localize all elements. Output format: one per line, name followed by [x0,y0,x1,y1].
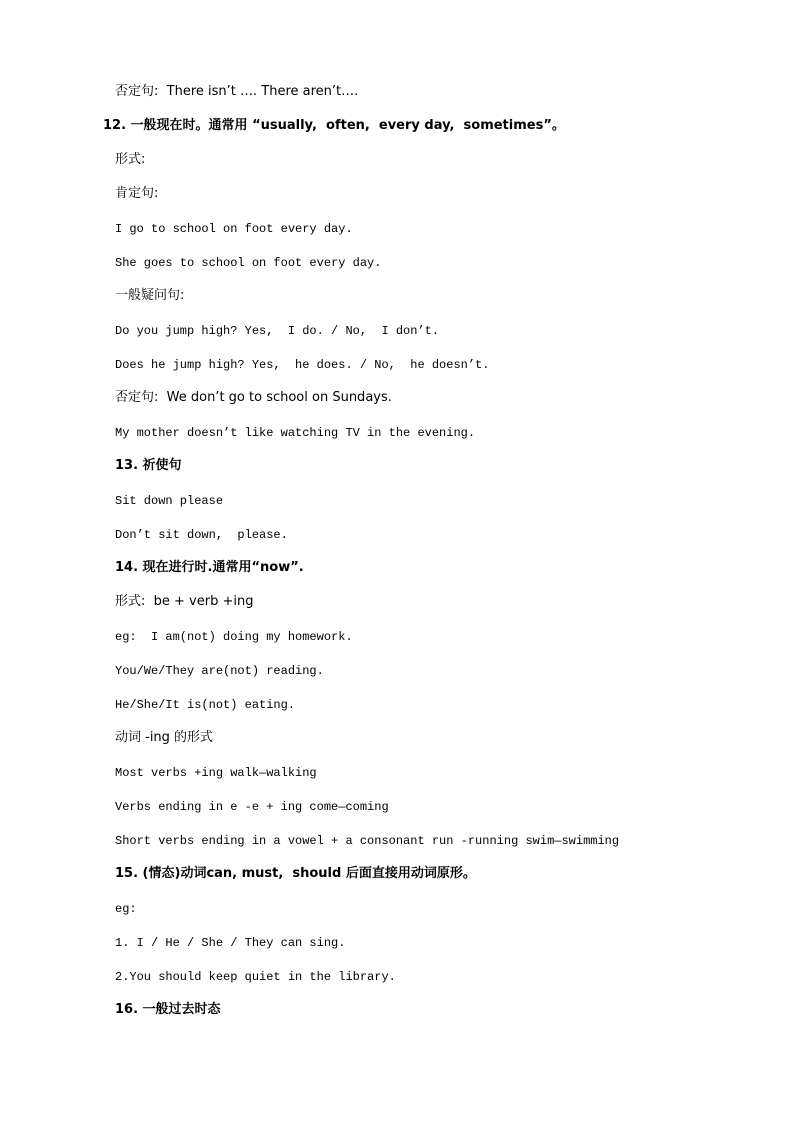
question-label: 一般疑问句: [115,288,185,303]
negative-sentence: 否定句: We don’t go to school on Sundays. [115,390,392,405]
example-sentence: Short verbs ending in a vowel + a consonant run -running swim—swimming [115,834,620,848]
example-sentence: 2.You should keep quiet in the library. [115,970,396,984]
form-description: 形式: be + verb +ing [115,594,254,609]
example-sentence: She goes to school on foot every day. [115,256,382,270]
negative-sentence-there-be: 否定句: There isn’t …. There aren’t…. [115,84,359,99]
example-sentence: Does he jump high? Yes, he does. / No, he doesn’t. [115,358,490,372]
verb-ing-form-label: 动词 -ing 的形式 [115,730,214,745]
eg-label: eg: [115,902,137,916]
affirmative-label: 肯定句: [115,186,159,201]
example-sentence: I go to school on foot every day. [115,222,353,236]
section-heading-14: 14. 现在进行时.通常用“now”. [115,560,304,575]
example-sentence: Do you jump high? Yes, I do. / No, I don’t. [115,324,440,338]
example-sentence: Verbs ending in e -e + ing come—coming [115,800,389,814]
form-label: 形式: [115,152,146,167]
example-sentence: eg: I am(not) doing my homework. [115,630,353,644]
example-sentence: 1. I / He / She / They can sing. [115,936,346,950]
section-heading-13: 13. 祈使句 [115,458,182,473]
section-heading-15: 15. (情态)动词can, must, should 后面直接用动词原形。 [115,866,476,881]
example-sentence: Sit down please [115,494,224,508]
example-sentence: You/We/They are(not) reading. [115,664,324,678]
example-sentence: Most verbs +ing walk—walking [115,766,317,780]
example-sentence: Don’t sit down, please. [115,528,288,542]
section-heading-16: 16. 一般过去时态 [115,1002,221,1017]
example-sentence: My mother doesn’t like watching TV in the evening. [115,426,476,440]
section-heading-12: 12. 一般现在时。通常用 “usually, often, every day, sometimes”。 [103,118,565,133]
example-sentence: He/She/It is(not) eating. [115,698,296,712]
